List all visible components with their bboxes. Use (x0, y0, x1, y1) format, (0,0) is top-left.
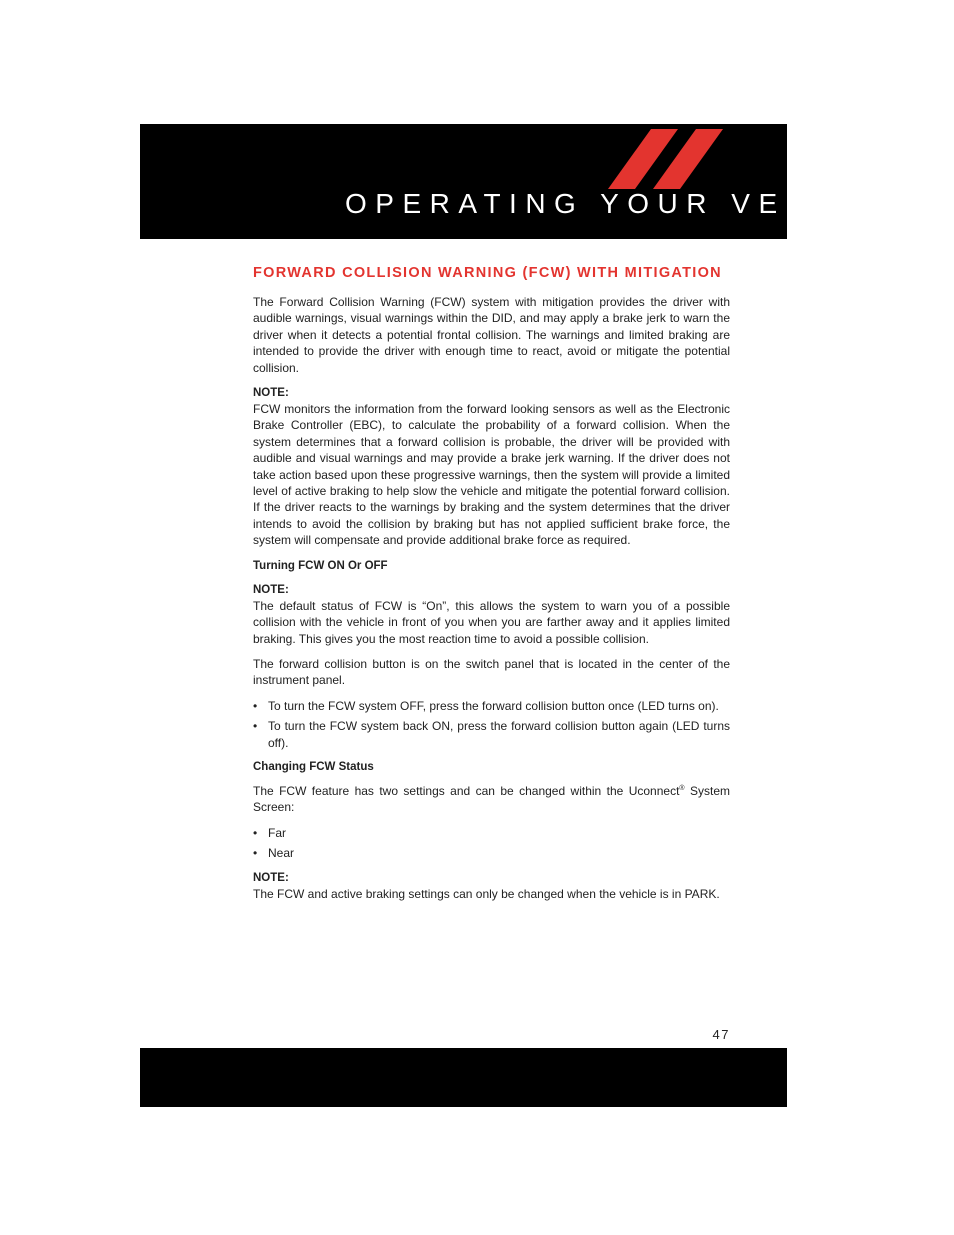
list-item-text: To turn the FCW system back ON, press the forward collision button again (LED turns off). (268, 719, 730, 750)
subheading-turning-fcw: Turning FCW ON Or OFF (253, 559, 388, 572)
settings-paragraph (253, 783, 730, 816)
settings-text: The FCW feature has two settings and can be changed within the Uconnect (253, 783, 680, 798)
button-location-paragraph: The forward collision button is on the switch panel that is located in the center of the instrument panel. (253, 656, 730, 688)
chapter-title: OPERATING YOUR VEHICLE (345, 188, 911, 219)
note-label: NOTE: (253, 583, 289, 596)
footer-band (140, 1048, 787, 1107)
page-content (253, 265, 730, 911)
list-item (253, 825, 730, 841)
list-item-text: Far (268, 825, 286, 840)
subheading-changing-status: Changing FCW Status (253, 760, 374, 773)
settings-list (253, 825, 730, 862)
section-title: FORWARD COLLISION WARNING (FCW) WITH MITIGATION (253, 265, 722, 281)
bullet-glyph: • (253, 719, 258, 734)
registered-mark: ® (679, 784, 685, 792)
list-item (253, 698, 730, 714)
settings-text-end: System Screen: (253, 783, 731, 815)
page-number: 47 (712, 1027, 730, 1042)
list-item (253, 845, 730, 861)
bullet-glyph: • (253, 846, 258, 861)
intro-paragraph: The Forward Collision Warning (FCW) system with mitigation provides the driver with audible warnings, visual warnings within the DID, and may apply a brake jerk to warn the driver when it detects a potential frontal collision. The warnings and limited braking are intended to provide the driver with enough time to react, avoid or mitigate the potential collision. (253, 295, 730, 375)
list-item-text: Near (268, 846, 295, 861)
list-item (253, 718, 730, 751)
note-text: FCW monitors the information from the forward looking sensors as well as the Electronic Brake Controller (EBC), to calculate the probability of a forward collision. When the system determines that a forward collision is probable, the driver will be provided with audible and visual warnings and may provide a brake jerk warning. If the driver does not take action based upon these progressive warnings, then the system will provide a limited level of active braking to help slow the vehicle and mitigate the potential forward collision. If the driver reacts to the warnings by braking and the system determines that the driver intends to avoid the collision by braking but has not applied sufficient brake force, the system will compensate and provide additional brake force as required. (253, 402, 730, 548)
bullet-list (253, 698, 730, 751)
header-band (140, 124, 911, 239)
bullet-glyph: • (253, 698, 258, 713)
brand-stripes-icon (608, 129, 723, 189)
note-text: The default status of FCW is “On”, this allows the system to warn you of a possible collision with the vehicle in front of you when you are farther away and it applies limited braking. This gives you the most reaction time to avoid a possible collision. (253, 598, 730, 646)
bullet-glyph: • (253, 825, 258, 840)
note-label: NOTE: (253, 871, 289, 884)
note-label: NOTE: (253, 387, 289, 400)
note-text: The FCW and active braking settings can only be changed when the vehicle is in PARK. (253, 886, 720, 901)
list-item-text: To turn the FCW system OFF, press the forward collision button once (LED turns on). (268, 698, 719, 713)
